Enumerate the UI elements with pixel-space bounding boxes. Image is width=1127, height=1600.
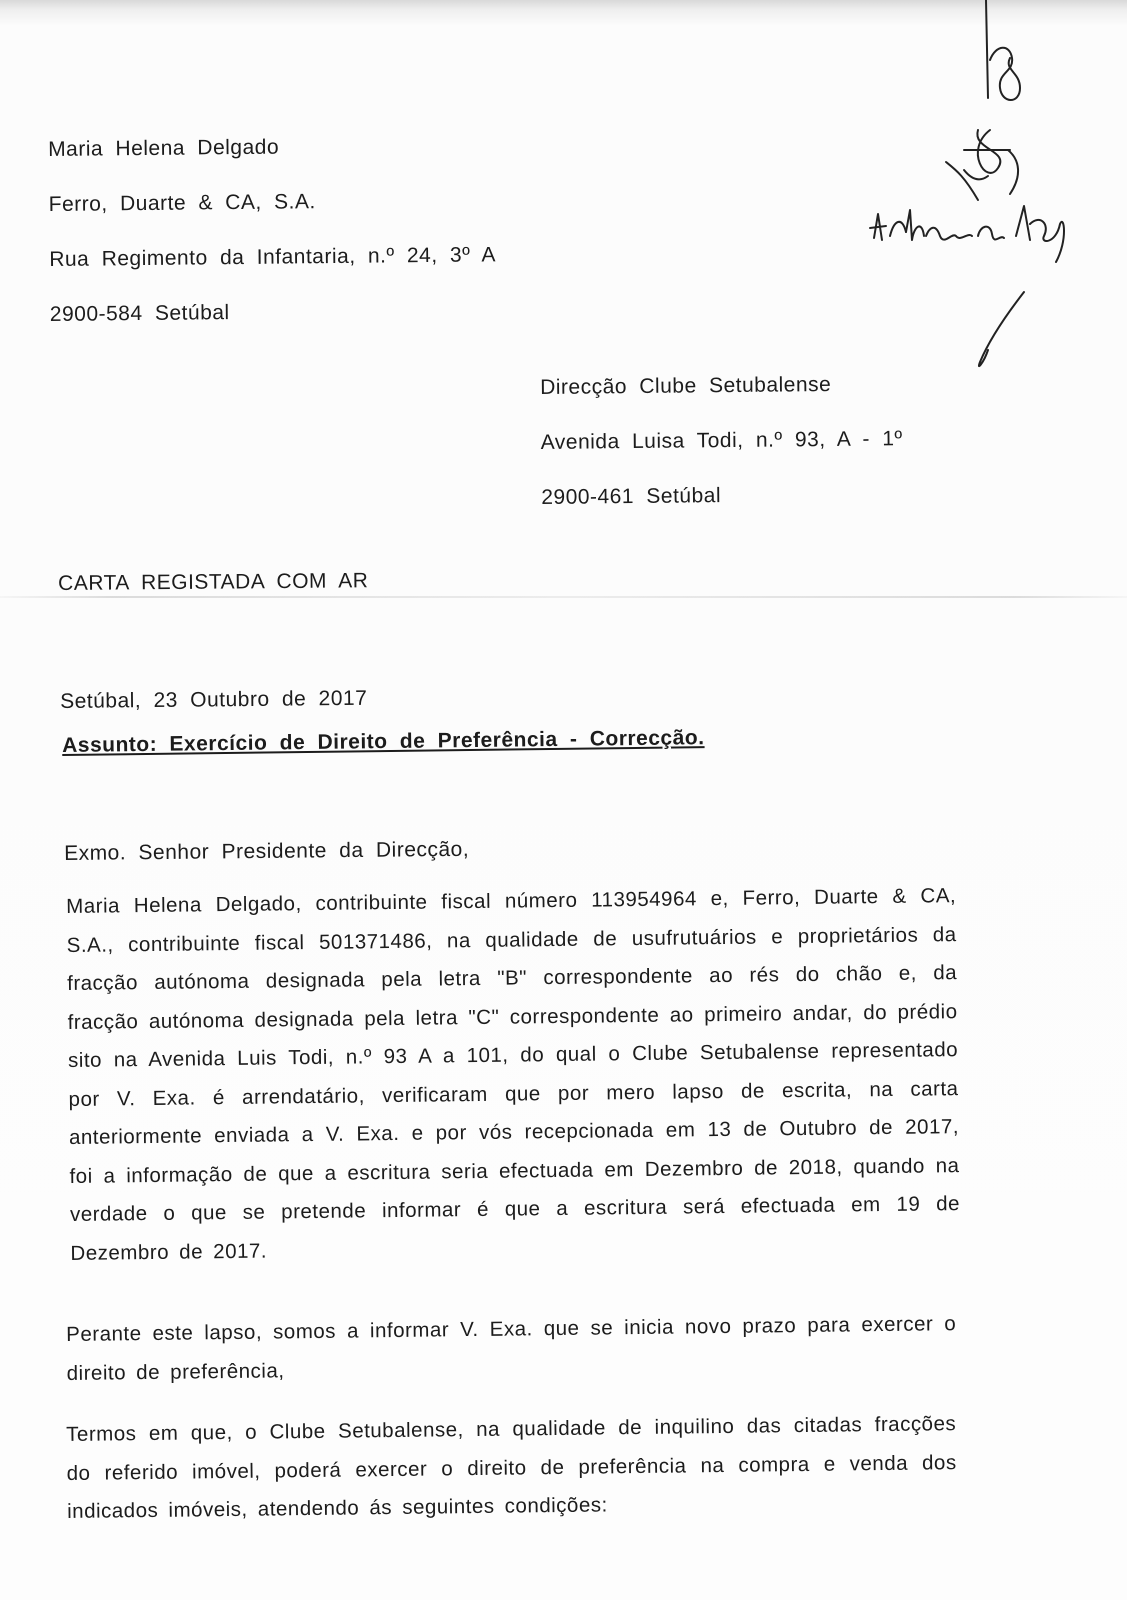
sender-street: Rua Regimento da Infantaria, n.º 24, 3º A [49,243,497,271]
salutation: Exmo. Senhor Presidente da Direcção, [64,837,470,865]
recipient-name: Direcção Clube Setubalense [540,372,832,399]
recipient-address [540,372,904,541]
recipient-postal: 2900-461 Setúbal [541,484,722,509]
registered-mail-note: CARTA REGISTADA COM AR [58,569,369,595]
body-paragraph-2: Perante este lapso, somos a informar V. Exa. que se inicia novo prazo para exercer o direito de preferência, [66,1312,957,1385]
sender-postal: 2900-584 Setúbal [49,301,230,326]
handwritten-signature-icon [860,0,1120,380]
sender-company: Ferro, Duarte & CA, S.A. [48,190,316,216]
body-paragraph-3: Termos em que, o Clube Setubalense, na qualidade de inquilino das citadas fracções do referido imóvel, poderá exercer o direito de preferência na compra e venda dos indicados imóveis, atendendo ás seguintes condições: [66,1412,957,1523]
body-paragraph-1: Maria Helena Delgado, contribuinte fiscal número 113954964 e, Ferro, Duarte & CA, S.A., contribuinte fiscal 501371486, na qualidade de usufrutuários e proprietários da fracção autónoma designada pela letra "B" correspondente ao rés do chão e, da fracção autónoma designada pela letra "C" correspondente ao primeiro andar, do prédio sito na Avenida Luis Todi, n.º 93 A a 101, do qual o Clube Setubalense representado por V. Exa. é arrendatário, verificaram que por mero lapso de escrita, na carta anteriormente enviada a V. Exa. e por vós recepcionada em 13 de Outubro de 2017, foi a informação de que a escritura seria efectuada em Dezembro de 2018, quando na verdade o que se pretende informar é que a escritura será efectuada em 19 de Dezembro de 2017. [66,884,961,1265]
paper-fold-line [0,596,1127,598]
recipient-street: Avenida Luisa Todi, n.º 93, A - 1º [540,427,903,454]
date-line: Setúbal, 23 Outubro de 2017 [60,686,368,713]
subject-line: Assunto: Exercício de Direito de Preferência - Correcção. [62,726,705,757]
sender-address [48,133,497,358]
sender-name: Maria Helena Delgado [48,135,280,161]
